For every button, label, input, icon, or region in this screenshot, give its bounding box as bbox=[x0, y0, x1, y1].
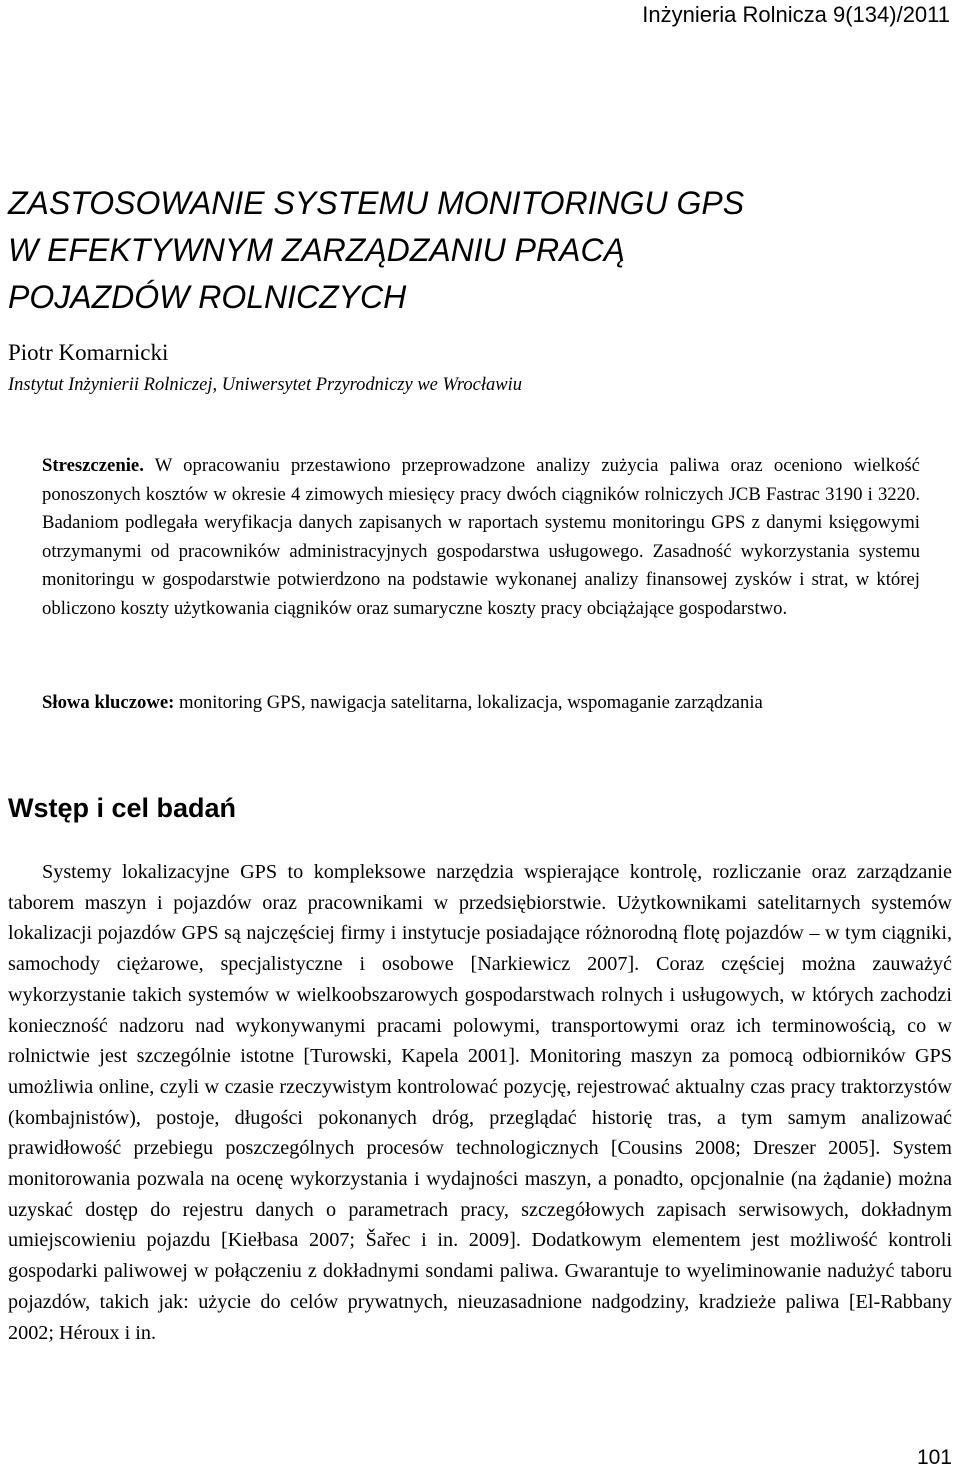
body-paragraph: Systemy lokalizacyjne GPS to kompleksowe narzędzia wspierające kontrolę, rozliczanie oraz zarządzanie taborem maszyn i pojazdów oraz pracownikami w przedsiębiorstwie. Użytkownikami satelitarnych systemów lokalizacji pojazdów GPS są najczęściej firmy i instytucje posiadające różnorodną flotę pojazdów – w tym ciągniki, samochody ciężarowe, specjalistyczne i osobowe [Narkiewicz 2007]. Coraz częściej można zauważyć wykorzystanie takich systemów w wielkoobszarowych gospodarstwach rolnych i usługowych, w których zachodzi konieczność nadzoru nad wykonywanymi pracami polowymi, transportowymi oraz ich terminowością, co w rolnictwie jest szczególnie istotne [Turowski, Kapela 2001]. Monitoring maszyn za pomocą odbiorników GPS umożliwia online, czyli w czasie rzeczywistym kontrolować pozycję, rejestrować aktualny czas pracy traktorzystów (kombajnistów), postoje, długości pokonanych dróg, przeglądać historię tras, a tym samym analizować prawidłowość przebiegu poszczególnych procesów technologicznych [Cousins 2008; Dreszer 2005]. System monitorowania pozwala na ocenę wykorzystania i wydajności maszyn, a ponadto, opcjonalnie (na żądanie) można uzyskać dostęp do rejestru danych o parametrach pracy, szczegółowych zapisach serwisowych, dokładnym umiejscowieniu pojazdu [Kiełbasa 2007; Šařec i in. 2009]. Dodatkowym elementem jest możliwość kontroli gospodarki paliwowej w połączeniu z dokładnymi sondami paliwa. Gwarantuje to wyeliminowanie nadużyć taboru pojazdów, takich jak: użycie do celów prywatnych, nieuzasadnione nadgodziny, kradzieże paliwa [El-Rabbany 2002; Héroux i in. bbox=[8, 861, 952, 1344]
page-number: 101 bbox=[916, 1446, 952, 1469]
section-heading: Wstęp i cel badań bbox=[8, 793, 237, 823]
title-line: ZASTOSOWANIE SYSTEMU MONITORINGU GPS bbox=[8, 185, 745, 221]
abstract-label: Streszczenie. bbox=[42, 455, 144, 476]
journal-header: Inżynieria Rolnicza 9(134)/2011 bbox=[642, 2, 950, 27]
title-line: POJAZDÓW ROLNICZYCH bbox=[8, 279, 407, 315]
keywords-label: Słowa kluczowe: bbox=[42, 692, 175, 713]
article-title bbox=[8, 180, 948, 321]
abstract bbox=[42, 452, 920, 623]
keywords-text: monitoring GPS, nawigacja satelitarna, lokalizacja, wspomaganie zarządzania bbox=[179, 692, 763, 713]
abstract-text: W opracowaniu przestawiono przeprowadzone analizy zużycia paliwa oraz oceniono wielkość ponoszonych kosztów w okresie 4 zimowych miesięcy pracy dwóch ciągników rolniczych JCB Fastrac 3190 i 3220. Badaniom podlegała weryfikacja danych zapisanych w raportach systemu monitoringu GPS z danymi księgowymi otrzymanymi od pracowników administracyjnych gospodarstwa usługowego. Zasadność wykorzystania systemu monitoringu w gospodarstwie potwierdzono na podstawie wykonanej analizy finansowej zysków i strat, w której obliczono koszty użytkowania ciągników oraz sumaryczne koszty pracy obciążające gospodarstwo. bbox=[42, 455, 920, 619]
author-name: Piotr Komarnicki bbox=[8, 340, 169, 365]
title-line: W EFEKTYWNYM ZARZĄDZANIU PRACĄ bbox=[8, 232, 625, 268]
author-affiliation: Instytut Inżynierii Rolniczej, Uniwersytet Przyrodniczy we Wrocławiu bbox=[8, 375, 522, 395]
keywords bbox=[42, 689, 920, 718]
